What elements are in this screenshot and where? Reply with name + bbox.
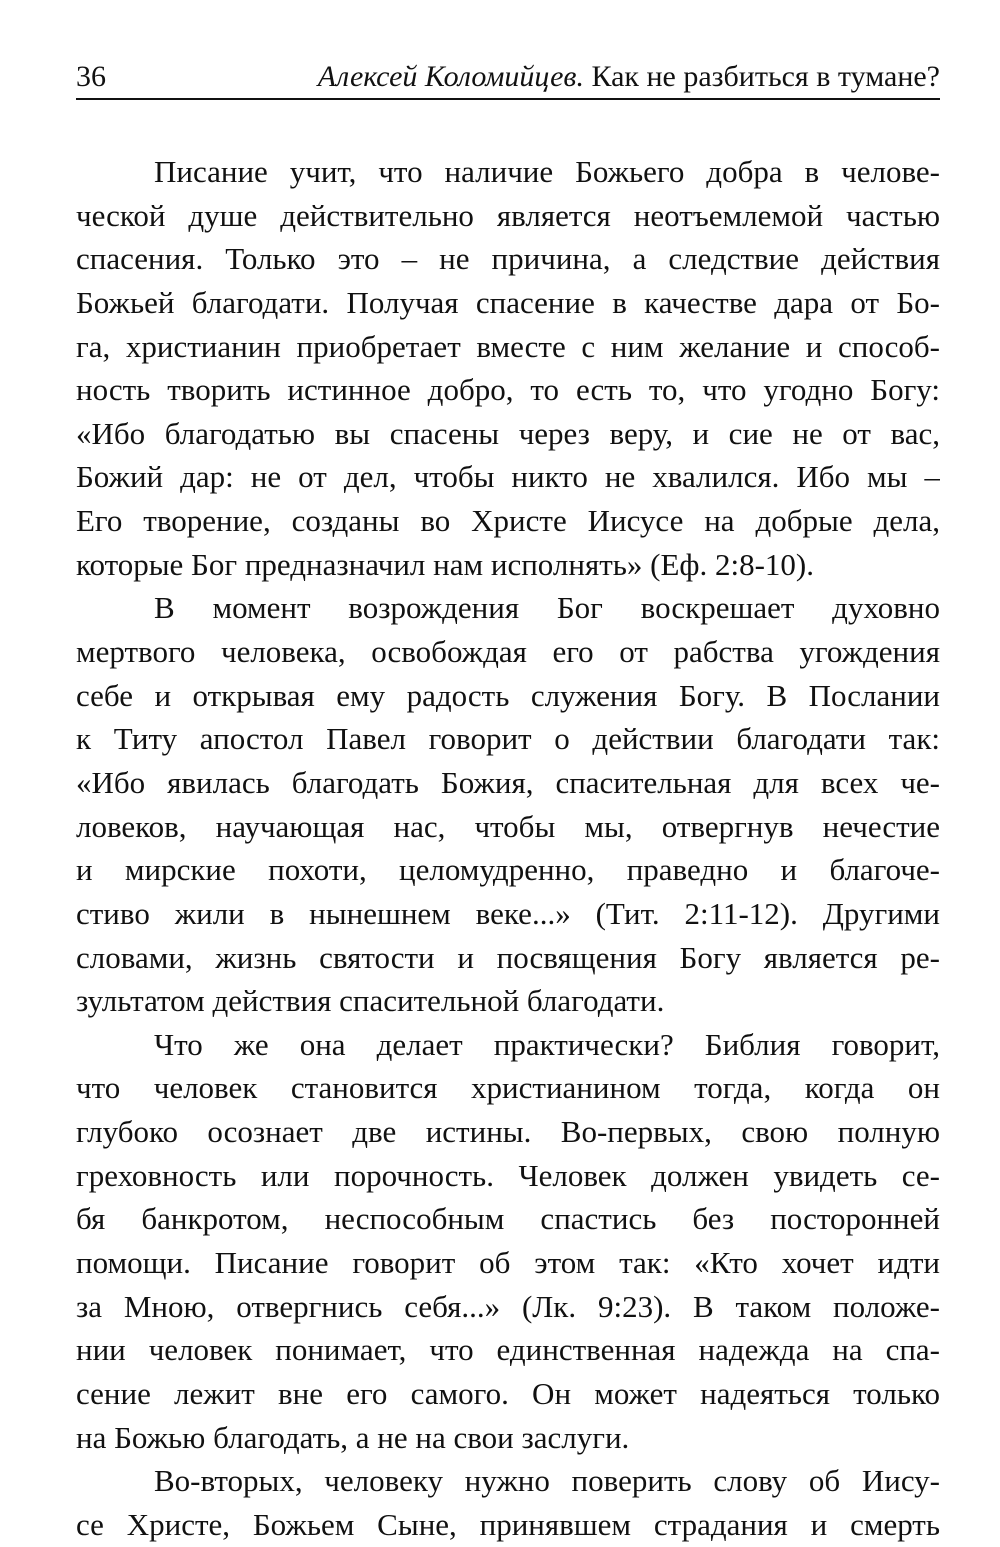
text-line: Что же она делает практически? Библия говорит, bbox=[154, 1026, 940, 1062]
header-title-block bbox=[318, 60, 940, 94]
text-line: за Мною, отвергнись себя...» (Лк. 9:23). В таком положе- bbox=[76, 1288, 940, 1324]
text-line: к Титу апостол Павел говорит о действии благодати так: bbox=[76, 721, 940, 757]
text-line: Божий дар: не от дел, чтобы никто не хвалился. Ибо мы – bbox=[76, 459, 940, 495]
text-line: га, христианин приобретает вместе с ним желание и способ- bbox=[76, 328, 940, 364]
page-number: 36 bbox=[76, 60, 106, 93]
text-line: бя банкротом, неспособным спастись без посторонней bbox=[76, 1201, 940, 1237]
text-line: Его творение, созданы во Христе Иисусе на добрые дела, bbox=[76, 503, 940, 539]
text-line: «Ибо явилась благодать Божия, спасительная для всех че- bbox=[76, 764, 940, 800]
text-line: греховность или порочность. Человек должен увидеть се- bbox=[76, 1157, 940, 1193]
text-line: глубоко осознает две истины. Во-первых, свою полную bbox=[76, 1114, 940, 1150]
text-line: ческой душе действительно является неотъемлемой частью bbox=[76, 197, 940, 233]
text-line: В момент возрождения Бог воскрешает духовно bbox=[154, 590, 940, 626]
header-book-title: Как не разбиться в тумане? bbox=[591, 60, 940, 93]
text-line: себе и открывая ему радость служения Богу. В Послании bbox=[76, 677, 940, 713]
text-line: и мирские похоти, целомудренно, праведно и благоче- bbox=[76, 852, 940, 888]
running-header bbox=[76, 56, 940, 100]
text-line: се Христе, Божьем Сыне, принявшем страдания и смерть bbox=[76, 1506, 940, 1542]
text-line: ловеков, научающая нас, чтобы мы, отвергнув нечестие bbox=[76, 808, 940, 844]
text-line: нии человек понимает, что единственная надежда на спа- bbox=[76, 1332, 940, 1368]
text-line: «Ибо благодатью вы спасены через веру, и сие не от вас, bbox=[76, 415, 940, 451]
text-line: что человек становится христианином тогда, когда он bbox=[76, 1070, 940, 1106]
paragraph bbox=[76, 150, 940, 586]
text-line: зультатом действия спасительной благодати. bbox=[76, 983, 665, 1019]
text-line: словами, жизнь святости и посвящения Богу является ре- bbox=[76, 939, 940, 975]
text-line: Писание учит, что наличие Божьего добра в челове- bbox=[154, 154, 940, 189]
text-line: помощи. Писание говорит об этом так: «Кто хочет идти bbox=[76, 1245, 940, 1281]
text-line: мертвого человека, освобождая его от рабства угождения bbox=[76, 634, 940, 670]
text-line: Божьей благодати. Получая спасение в качестве дара от Бо- bbox=[76, 284, 940, 320]
text-line: спасения. Только это – не причина, а следствие действия bbox=[76, 241, 940, 277]
text-line: Во-вторых, человеку нужно поверить слову об Иису- bbox=[154, 1463, 940, 1499]
header-author: Алексей Коломийцев. bbox=[317, 60, 584, 93]
paragraph bbox=[76, 1459, 940, 1546]
text-line: сение лежит вне его самого. Он может надеяться только bbox=[76, 1375, 940, 1411]
paragraph bbox=[76, 586, 940, 1022]
text-line: на Божью благодать, а не на свои заслуги. bbox=[76, 1419, 630, 1455]
text-line: которые Бог предназначил нам исполнять» (Еф. 2:8-10). bbox=[76, 546, 814, 582]
paragraph bbox=[76, 1023, 940, 1459]
body-text bbox=[76, 150, 940, 1547]
text-line: стиво жили в нынешнем веке...» (Тит. 2:11-12). Другими bbox=[76, 895, 940, 931]
text-line: ность творить истинное добро, то есть то, что угодно Богу: bbox=[76, 372, 940, 408]
